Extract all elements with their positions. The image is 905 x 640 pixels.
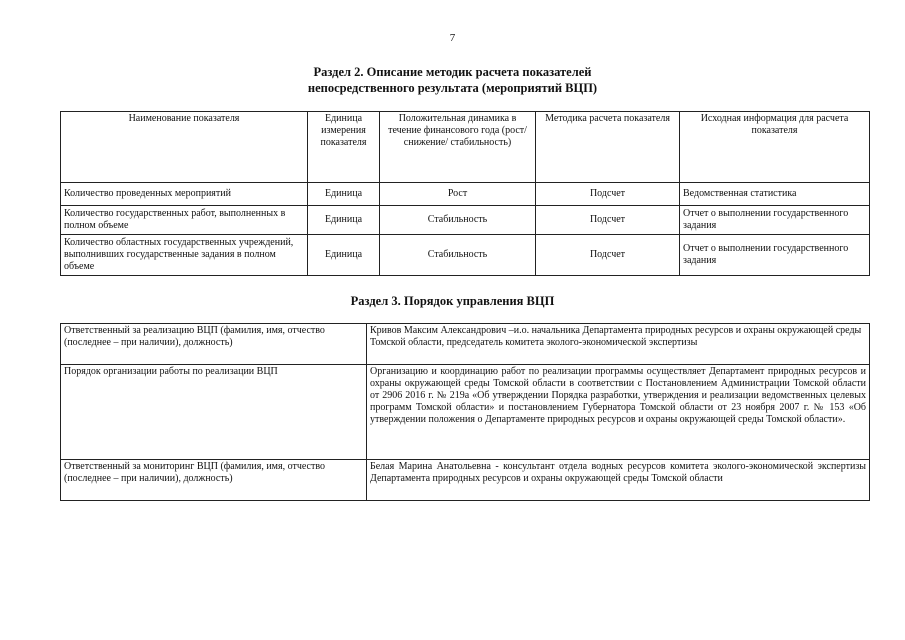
table-row <box>61 324 870 365</box>
indicator-source: Отчет о выполнении государственного задания <box>680 235 870 276</box>
indicator-source: Отчет о выполнении государственного задания <box>680 206 870 235</box>
management-table <box>60 323 870 501</box>
header-indicator-name: Наименование показателя <box>61 112 308 183</box>
header-unit: Единица измерения показателя <box>308 112 380 183</box>
section-2-title <box>0 64 905 96</box>
indicators-table <box>60 111 870 276</box>
indicator-unit: Единица <box>308 206 380 235</box>
table-row <box>61 235 870 276</box>
table-row <box>61 365 870 460</box>
management-label: Порядок организации работы по реализации ВЦП <box>61 365 367 460</box>
management-value: Организацию и координацию работ по реализации программы осуществляет Департамент природных ресурсов и охраны окружающей среды Томской области в соответствии с Постановлением Администрации Томской области от 2906 2016 г. № 219а «Об утверждении Порядка разработки, утверждения и реализации ведомственных целевых программ Томской области» и постановлением Губернатора Томской области от 23 ноября 2007 г. № 153 «Об утверждении положения о Департаменте природных ресурсов и охраны окружающей среды Томской области». <box>367 365 870 460</box>
indicator-method: Подсчет <box>536 235 680 276</box>
table-row <box>61 460 870 501</box>
indicator-name: Количество проведенных мероприятий <box>61 183 308 206</box>
indicator-unit: Единица <box>308 235 380 276</box>
management-label: Ответственный за мониторинг ВЦП (фамилия, имя, отчество (последнее – при наличии), должность) <box>61 460 367 501</box>
management-value: Белая Марина Анатольевна - консультант отдела водных ресурсов комитета эколого-экономической экспертизы Департамента природных ресурсов и охраны окружающей среды Томской области <box>367 460 870 501</box>
header-dynamics: Положительная динамика в течение финансового года (рост/снижение/ стабильность) <box>380 112 536 183</box>
indicators-table-header-row <box>61 112 870 183</box>
table-row <box>61 183 870 206</box>
indicator-dynamics: Рост <box>380 183 536 206</box>
indicator-unit: Единица <box>308 183 380 206</box>
indicator-dynamics: Стабильность <box>380 206 536 235</box>
header-source: Исходная информация для расчета показателя <box>680 112 870 183</box>
section-2-title-line-2: непосредственного результата (мероприятий ВЦП) <box>307 81 598 95</box>
section-2-title-line-1: Раздел 2. Описание методик расчета показателей <box>313 65 592 79</box>
page-number: 7 <box>449 32 456 44</box>
indicator-dynamics: Стабильность <box>380 235 536 276</box>
table-row <box>61 206 870 235</box>
header-method: Методика расчета показателя <box>536 112 680 183</box>
indicator-method: Подсчет <box>536 183 680 206</box>
management-label: Ответственный за реализацию ВЦП (фамилия, имя, отчество (последнее – при наличии), должность) <box>61 324 367 365</box>
section-3-title: Раздел 3. Порядок управления ВЦП <box>350 294 555 308</box>
indicator-name: Количество государственных работ, выполненных в полном объеме <box>61 206 308 235</box>
management-value: Кривов Максим Александрович –и.о. начальника Департамента природных ресурсов и охраны окружающей среды Томской области, председатель комитета эколого-экономической экспертизы <box>367 324 870 365</box>
indicator-name: Количество областных государственных учреждений, выполнивших государственные задания в полном объеме <box>61 235 308 276</box>
indicator-source: Ведомственная статистика <box>680 183 870 206</box>
indicator-method: Подсчет <box>536 206 680 235</box>
